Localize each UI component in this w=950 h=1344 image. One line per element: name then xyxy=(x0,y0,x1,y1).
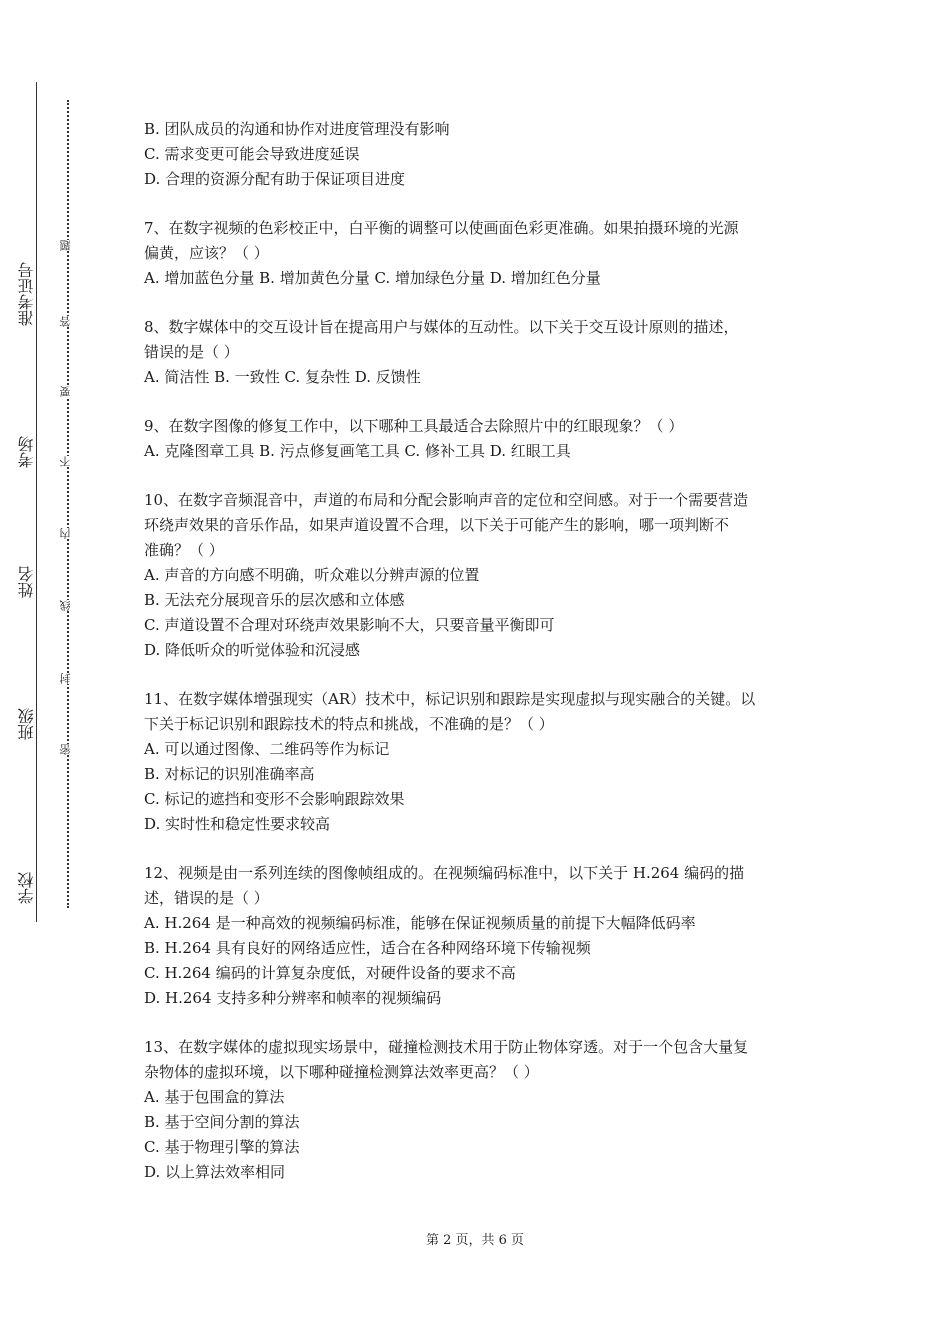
seal-char: 线 xyxy=(60,600,75,611)
question-stem: 8、数字媒体中的交互设计旨在提高用户与媒体的互动性。以下关于交互设计原则的描述， xyxy=(144,318,739,336)
question-11 xyxy=(144,687,814,837)
label-school: 学校 xyxy=(17,872,36,904)
option-c: C. 声道设置不合理对环绕声效果影响不大，只要音量平衡即可 xyxy=(144,616,555,634)
option-line: A. 增加蓝色分量 B. 增加黄色分量 C. 增加绿色分量 D. 增加红色分量 xyxy=(144,269,601,287)
question-stem: 10、在数字音频混音中，声道的布局和分配会影响声音的定位和空间感。对于一个需要营造 xyxy=(144,491,749,509)
seal-dotted-line xyxy=(67,100,69,908)
option-a: A. 声音的方向感不明确，听众难以分辨声源的位置 xyxy=(144,566,480,584)
binding-solid-line xyxy=(36,82,37,922)
option-d: D. H.264 支持多种分辨率和帧率的视频编码 xyxy=(144,989,442,1007)
option-line: A. 简洁性 B. 一致性 C. 复杂性 D. 反馈性 xyxy=(144,368,421,386)
option-c: C. 标记的遮挡和变形不会影响跟踪效果 xyxy=(144,790,405,808)
question-stem: 9、在数字图像的修复工作中，以下哪种工具最适合去除照片中的红眼现象？（ ） xyxy=(144,417,684,435)
question-stem: 述，错误的是（ ） xyxy=(144,889,269,907)
option-a: A. H.264 是一种高效的视频编码标准，能够在保证视频质量的前提下大幅降低码率 xyxy=(144,914,696,932)
question-10 xyxy=(144,488,814,663)
seal-char: 封 xyxy=(60,673,75,684)
seal-char: 要 xyxy=(60,386,75,397)
label-exam-room: 考场 xyxy=(17,436,36,468)
option-b: B. 基于空间分割的算法 xyxy=(144,1113,300,1131)
question-12 xyxy=(144,861,814,1011)
seal-char: 不 xyxy=(60,456,75,467)
option-b: B. 对标记的识别准确率高 xyxy=(144,765,315,783)
label-class: 班级 xyxy=(17,708,36,740)
question-stem: 环绕声效果的音乐作品，如果声道设置不合理，以下关于可能产生的影响，哪一项判断不 xyxy=(144,516,730,534)
label-ticket-number: 准考证号 xyxy=(17,262,36,326)
option-a: A. 基于包围盒的算法 xyxy=(144,1088,285,1106)
option-b: B. H.264 具有良好的网络适应性，适合在各种网络环境下传输视频 xyxy=(144,939,591,957)
question-13 xyxy=(144,1035,814,1185)
question-stem: 7、在数字视频的色彩校正中，白平衡的调整可以使画面色彩更准确。如果拍摄环境的光源 xyxy=(144,219,739,237)
option-d: D. 以上算法效率相同 xyxy=(144,1163,286,1181)
option-d: D. 降低听众的听觉体验和沉浸感 xyxy=(144,641,361,659)
question-stem: 错误的是（ ） xyxy=(144,343,239,361)
question-stem: 杂物体的虚拟环境，以下哪种碰撞检测算法效率更高？（ ） xyxy=(144,1063,539,1081)
seal-char: 答 xyxy=(60,316,75,327)
question-7 xyxy=(144,216,814,291)
option-a: A. 可以通过图像、二维码等作为标记 xyxy=(144,740,390,758)
option-c: C. H.264 编码的计算复杂度低，对硬件设备的要求不高 xyxy=(144,964,516,982)
exam-content xyxy=(144,117,814,1209)
seal-char: 题 xyxy=(60,240,75,251)
label-name: 姓名 xyxy=(17,566,36,598)
page-footer: 第 2 页，共 6 页 xyxy=(425,1233,525,1248)
option-c: C. 需求变更可能会导致进度延误 xyxy=(144,145,360,163)
question-9 xyxy=(144,414,814,464)
seal-char: 密 xyxy=(60,744,75,755)
question-stem: 准确？（ ） xyxy=(144,541,224,559)
option-d: D. 合理的资源分配有助于保证项目进度 xyxy=(144,170,406,188)
option-line: A. 克隆图章工具 B. 污点修复画笔工具 C. 修补工具 D. 红眼工具 xyxy=(144,442,571,460)
option-b: B. 团队成员的沟通和协作对进度管理没有影响 xyxy=(144,120,450,138)
question-stem: 偏黄，应该？（ ） xyxy=(144,244,269,262)
option-b: B. 无法充分展现音乐的层次感和立体感 xyxy=(144,591,405,609)
option-c: C. 基于物理引擎的算法 xyxy=(144,1138,300,1156)
question-8 xyxy=(144,315,814,390)
seal-char: 内 xyxy=(60,528,75,539)
question-stem: 下关于标记识别和跟踪技术的特点和挑战，不准确的是？（ ） xyxy=(144,715,554,733)
question-stem: 12、视频是由一系列连续的图像帧组成的。在视频编码标准中，以下关于 H.264 编码的描 xyxy=(144,864,745,882)
option-d: D. 实时性和稳定性要求较高 xyxy=(144,815,331,833)
question-stem: 11、在数字媒体增强现实（AR）技术中，标记识别和跟踪是实现虚拟与现实融合的关键。以 xyxy=(144,690,756,708)
question-stem: 13、在数字媒体的虚拟现实场景中，碰撞检测技术用于防止物体穿透。对于一个包含大量复 xyxy=(144,1038,749,1056)
continued-question xyxy=(144,117,814,192)
